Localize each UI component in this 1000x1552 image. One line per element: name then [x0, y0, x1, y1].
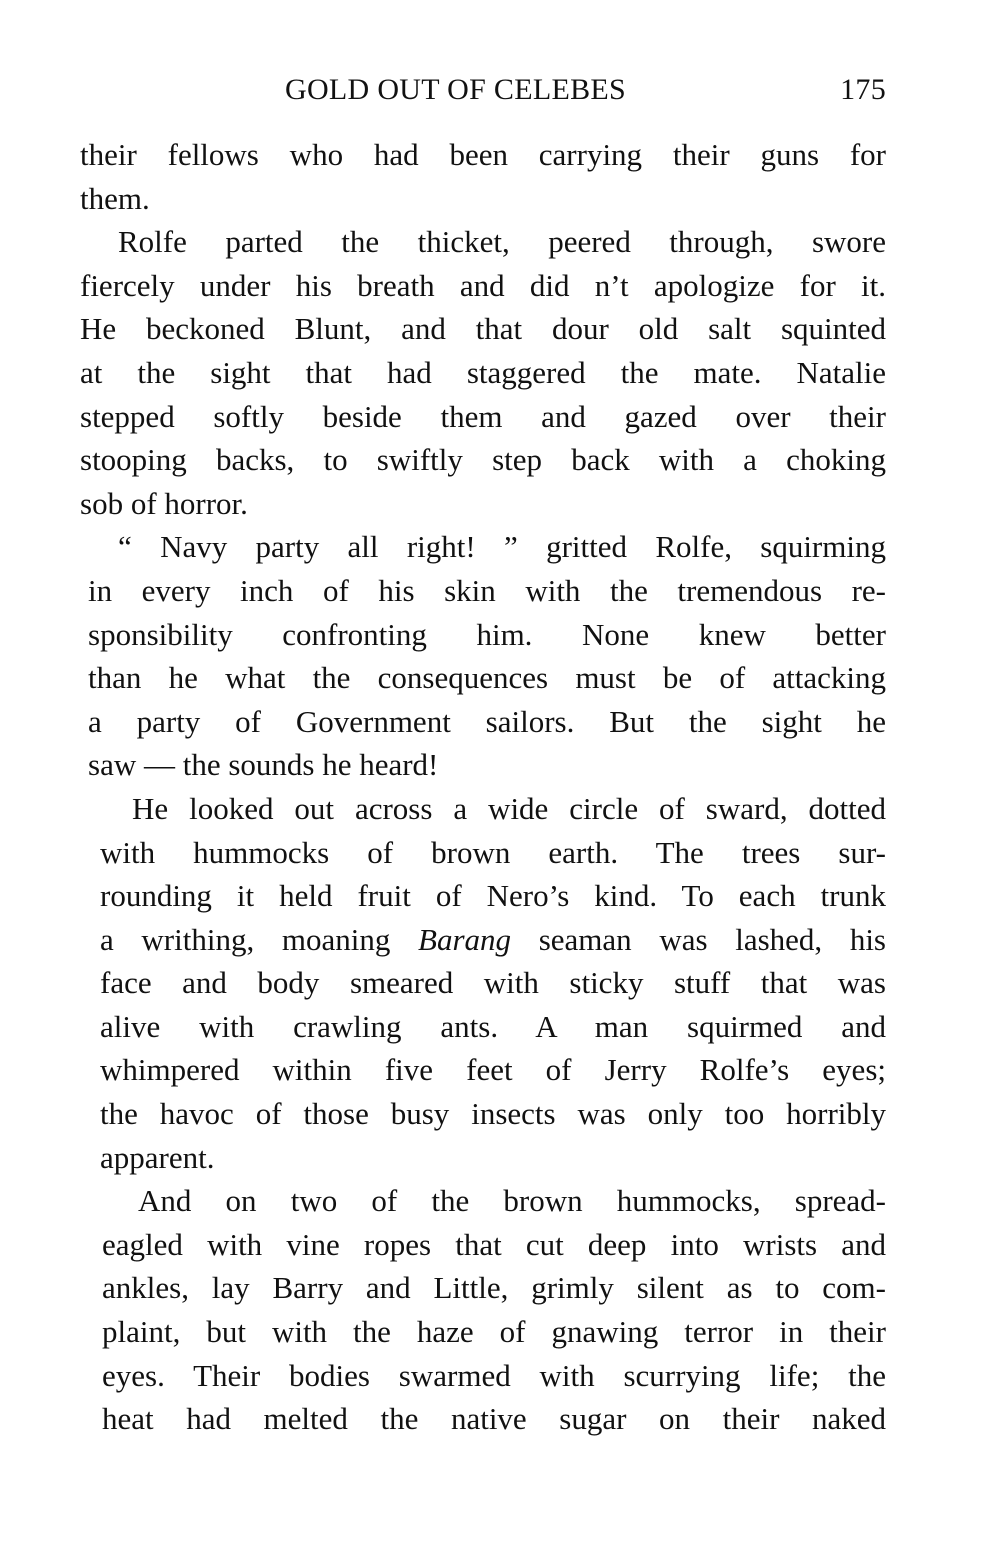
text-line: the havoc of those busy insects was only too horribly [100, 1096, 886, 1132]
text-line: whimpered within five feet of Jerry Rolfe’s eyes; [100, 1052, 886, 1088]
text-line: with hummocks of brown earth. The trees sur- [100, 834, 886, 870]
text-line: apparent. [100, 1139, 215, 1175]
text-segment: seaman was lashed, his [511, 921, 886, 957]
text-line: in every inch of his skin with the tremendous re- [88, 572, 886, 608]
text-segment: a writhing, moaning [100, 921, 419, 957]
text-line: their fellows who had been carrying their guns for [80, 137, 886, 172]
text-line: alive with crawling ants. A man squirmed and [100, 1008, 886, 1044]
text-line: “ Navy party all right! ” gritted Rolfe, squirming [118, 529, 886, 565]
page-number: 175 [840, 73, 886, 106]
text-line: fiercely under his breath and did n’t apologize for it. [80, 267, 886, 303]
text-line: ankles, lay Barry and Little, grimly silent as to com- [102, 1270, 886, 1306]
italic-ship-name: Barang [418, 921, 512, 957]
text-line: stepped softly beside them and gazed over their [80, 398, 886, 434]
text-line: face and body smeared with sticky stuff that was [100, 965, 886, 1001]
text-line: stooping backs, to swiftly step back with a choking [80, 442, 886, 478]
text-line: at the sight that had staggered the mate. Natalie [80, 354, 886, 390]
running-title: GOLD OUT OF CELEBES [285, 73, 626, 106]
text-line: sob of horror. [80, 485, 248, 521]
text-line [80, 918, 886, 962]
body-text [80, 133, 886, 1441]
text-line: He beckoned Blunt, and that dour old salt squinted [80, 311, 886, 347]
text-line: And on two of the brown hummocks, spread- [138, 1183, 886, 1219]
text-line: saw — the sounds he heard! [88, 747, 439, 783]
text-line: Rolfe parted the thicket, peered through, swore [118, 224, 886, 260]
text-line: a party of Government sailors. But the sight he [88, 703, 886, 739]
text-line: them. [80, 180, 150, 216]
text-line: eagled with vine ropes that cut deep into wrists and [102, 1226, 886, 1262]
text-line: heat had melted the native sugar on their naked [102, 1401, 886, 1437]
text-line: than he what the consequences must be of attacking [88, 660, 886, 696]
text-line: plaint, but with the haze of gnawing terror in their [102, 1314, 886, 1350]
running-header [80, 70, 886, 110]
text-line: eyes. Their bodies swarmed with scurrying life; the [102, 1357, 886, 1393]
text-line: rounding it held fruit of Nero’s kind. To each trunk [100, 878, 886, 914]
text-line: He looked out across a wide circle of sward, dotted [132, 790, 886, 826]
text-line: sponsibility confronting him. None knew better [88, 616, 886, 652]
